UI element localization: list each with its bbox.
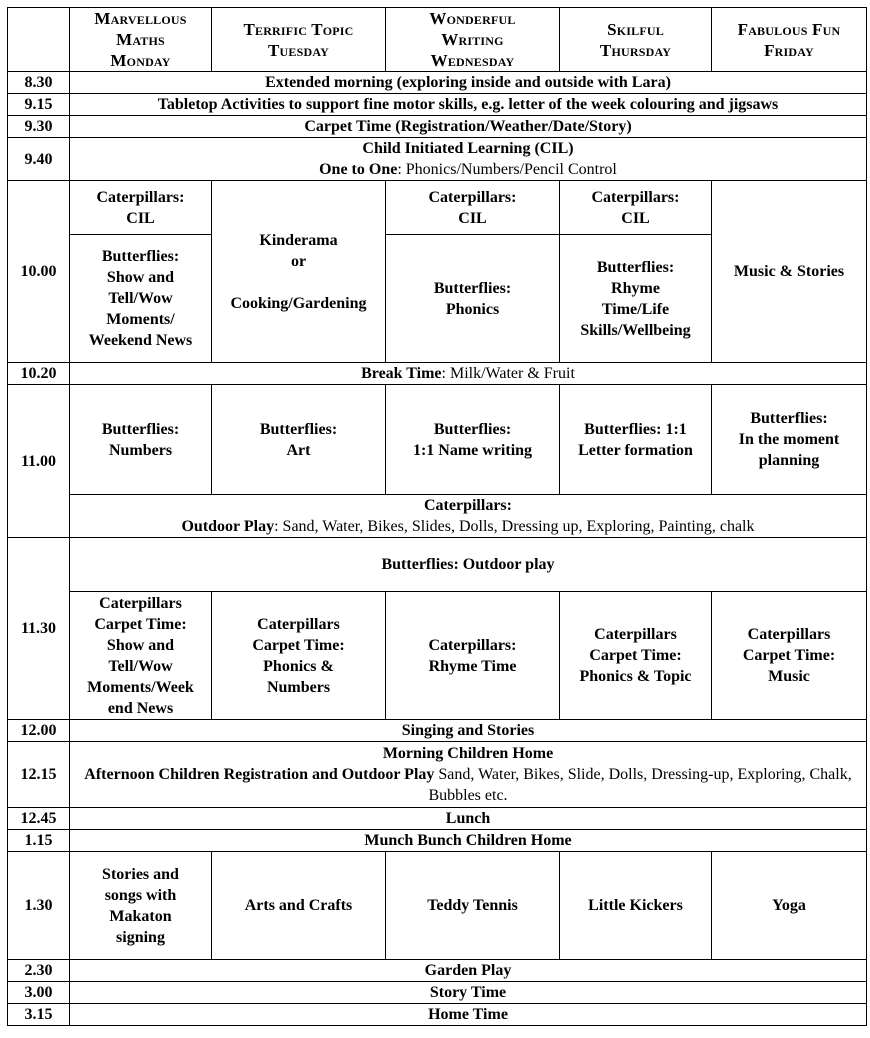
carpet-time-cell: Carpet Time (Registration/Weather/Date/Story) bbox=[70, 116, 867, 138]
header-row bbox=[8, 8, 867, 72]
row-0300 bbox=[8, 982, 867, 1004]
header-wednesday: Wonderful Writing Wednesday bbox=[386, 8, 560, 72]
row-0115 bbox=[8, 830, 867, 852]
cil-title: Child Initiated Learning (CIL) bbox=[362, 140, 574, 157]
mon-butterflies-cell: Butterflies: Show and Tell/Wow Moments/ Weekend News bbox=[70, 235, 212, 363]
row-1100-bottom bbox=[8, 495, 867, 538]
butterflies-outdoor-cell: Butterflies: Outdoor play bbox=[70, 538, 867, 592]
tue-arts-cell: Arts and Crafts bbox=[212, 852, 386, 960]
time-cell: 1.15 bbox=[8, 830, 70, 852]
tue-butterflies-cell: Butterflies: Art bbox=[212, 385, 386, 495]
time-cell: 9.40 bbox=[8, 138, 70, 181]
munch-bunch-cell: Munch Bunch Children Home bbox=[70, 830, 867, 852]
wed-butterflies-cell: Butterflies: Phonics bbox=[386, 235, 560, 363]
mon-caterpillars-cell: Caterpillars Carpet Time: Show and Tell/Wow Moments/Week end News bbox=[70, 592, 212, 720]
time-cell: 11.30 bbox=[8, 538, 70, 720]
time-cell: 12.45 bbox=[8, 808, 70, 830]
time-cell: 11.00 bbox=[8, 385, 70, 538]
break-label: Break Time bbox=[361, 365, 442, 382]
mon-caterpillars-cell: Caterpillars: CIL bbox=[70, 181, 212, 235]
row-1245 bbox=[8, 808, 867, 830]
mon-stories-cell: Stories and songs with Makaton signing bbox=[70, 852, 212, 960]
header-monday: Marvellous Maths Monday bbox=[70, 8, 212, 72]
row-0940 bbox=[8, 138, 867, 181]
time-cell: 10.20 bbox=[8, 363, 70, 385]
time-cell: 1.30 bbox=[8, 852, 70, 960]
time-cell: 3.00 bbox=[8, 982, 70, 1004]
mon-butterflies-cell: Butterflies: Numbers bbox=[70, 385, 212, 495]
row-0315 bbox=[8, 1004, 867, 1026]
time-cell: 12.00 bbox=[8, 720, 70, 742]
wed-caterpillars-cell: Caterpillars: CIL bbox=[386, 181, 560, 235]
thu-butterflies-cell: Butterflies: Rhyme Time/Life Skills/Wellbeing bbox=[560, 235, 712, 363]
tue-kinderama-cell: Kinderama or Cooking/Gardening bbox=[212, 181, 386, 363]
thu-butterflies-cell: Butterflies: 1:1 Letter formation bbox=[560, 385, 712, 495]
break-time-cell bbox=[70, 363, 867, 385]
thu-kickers-cell: Little Kickers bbox=[560, 852, 712, 960]
home-time-cell: Home Time bbox=[70, 1004, 867, 1026]
row-1215 bbox=[8, 742, 867, 808]
outdoor-text: : Sand, Water, Bikes, Slides, Dolls, Dressing up, Exploring, Painting, chalk bbox=[274, 518, 755, 535]
cil-cell bbox=[70, 138, 867, 181]
header-tuesday: Terrific Topic Tuesday bbox=[212, 8, 386, 72]
afternoon-text: Sand, Water, Bikes, Slide, Dolls, Dressing-up, Exploring, Chalk, Bubbles etc. bbox=[428, 766, 852, 804]
afternoon-registration-cell bbox=[70, 742, 867, 808]
wed-caterpillars-cell: Caterpillars: Rhyme Time bbox=[386, 592, 560, 720]
extended-morning-cell: Extended morning (exploring inside and outside with Lara) bbox=[70, 72, 867, 94]
row-1100-top bbox=[8, 385, 867, 495]
fri-yoga-cell: Yoga bbox=[712, 852, 867, 960]
header-thursday: Skilful Thursday bbox=[560, 8, 712, 72]
singing-cell: Singing and Stories bbox=[70, 720, 867, 742]
break-text: : Milk/Water & Fruit bbox=[441, 365, 575, 382]
row-0830 bbox=[8, 72, 867, 94]
caterpillars-title: Caterpillars: bbox=[424, 497, 512, 514]
time-cell: 9.15 bbox=[8, 94, 70, 116]
row-1200 bbox=[8, 720, 867, 742]
caterpillars-outdoor-cell bbox=[70, 495, 867, 538]
fri-caterpillars-cell: Caterpillars Carpet Time: Music bbox=[712, 592, 867, 720]
fri-butterflies-cell: Butterflies: In the moment planning bbox=[712, 385, 867, 495]
time-cell: 2.30 bbox=[8, 960, 70, 982]
row-0930 bbox=[8, 116, 867, 138]
story-time-cell: Story Time bbox=[70, 982, 867, 1004]
thu-caterpillars-cell: Caterpillars Carpet Time: Phonics & Topic bbox=[560, 592, 712, 720]
one-to-one-text: : Phonics/Numbers/Pencil Control bbox=[397, 161, 617, 178]
fri-music-cell: Music & Stories bbox=[712, 181, 867, 363]
time-cell: 8.30 bbox=[8, 72, 70, 94]
row-1000-top bbox=[8, 181, 867, 235]
time-cell: 3.15 bbox=[8, 1004, 70, 1026]
timetable bbox=[7, 7, 867, 1026]
row-1130-bottom bbox=[8, 592, 867, 720]
time-cell: 12.15 bbox=[8, 742, 70, 808]
afternoon-label: Afternoon Children Registration and Outdoor Play bbox=[84, 766, 435, 783]
corner-cell bbox=[8, 8, 70, 72]
row-0230 bbox=[8, 960, 867, 982]
row-0915 bbox=[8, 94, 867, 116]
one-to-one-label: One to One bbox=[319, 161, 398, 178]
tue-caterpillars-cell: Caterpillars Carpet Time: Phonics & Numbers bbox=[212, 592, 386, 720]
time-cell: 9.30 bbox=[8, 116, 70, 138]
header-friday: Fabulous Fun Friday bbox=[712, 8, 867, 72]
lunch-cell: Lunch bbox=[70, 808, 867, 830]
morning-home-text: Morning Children Home bbox=[382, 745, 554, 762]
garden-play-cell: Garden Play bbox=[70, 960, 867, 982]
wed-tennis-cell: Teddy Tennis bbox=[386, 852, 560, 960]
row-1130-top bbox=[8, 538, 867, 592]
time-cell: 10.00 bbox=[8, 181, 70, 363]
row-0130 bbox=[8, 852, 867, 960]
wed-butterflies-cell: Butterflies: 1:1 Name writing bbox=[386, 385, 560, 495]
outdoor-label: Outdoor Play bbox=[181, 518, 275, 535]
tabletop-cell: Tabletop Activities to support fine motor skills, e.g. letter of the week colouring and jigsaws bbox=[70, 94, 867, 116]
thu-caterpillars-cell: Caterpillars: CIL bbox=[560, 181, 712, 235]
row-1020 bbox=[8, 363, 867, 385]
